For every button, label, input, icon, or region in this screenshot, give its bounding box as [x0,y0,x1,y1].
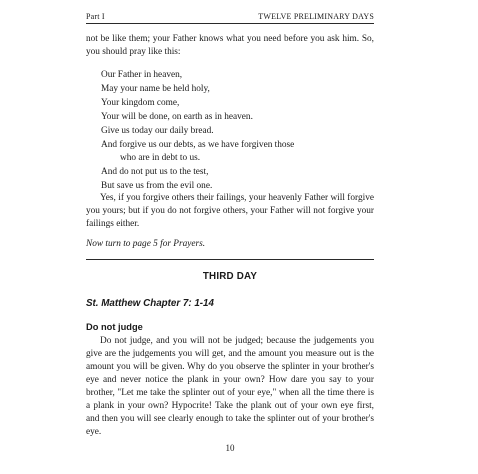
prayer-line: who are in debt to us. [120,153,201,164]
prayer-line: Give us today our daily bread. [101,125,214,136]
prayer-line: But save us from the evil one. [101,181,213,192]
day-title: THIRD DAY [202,271,258,282]
prayer-line: And forgive us our debts, as we have forgiven those [101,139,295,150]
turn-note: Now turn to page 5 for Prayers. [86,239,206,249]
running-header [86,12,374,21]
header-title: TWELVE PRELIMINARY DAYS [258,12,374,21]
chapter-reference: St. Matthew Chapter 7: 1-14 [86,298,214,309]
prayer-line: Your kingdom come, [101,97,180,108]
section-divider [86,259,374,260]
lords-prayer [101,69,371,194]
prayer-line: Your will be done, on earth as in heaven. [101,111,253,122]
page-number: 10 [225,443,235,453]
judge-paragraph: Do not judge, and you will not be judged; because the judgements you give are the judgements you will get, and the amount you measure out is the amount you will be given. Why do you observe the splinter in your brother's eye and never notice the plank in your own? How dare you say to your brother, "Let me take the splinter out of your eye," when all the time there is a plank in your own? Hypocrite! Take the plank out of your own eye first, and then you will see clearly enough to take the splinter out of your brother's eye. [86,336,374,437]
intro-paragraph: not be like them; your Father knows what you need before you ask him. So, you should pray like this: [86,34,374,57]
header-rule [86,23,374,24]
prayer-line: Our Father in heaven, [101,70,183,80]
prayer-line: And do not put us to the test, [101,167,209,178]
subheading: Do not judge [86,322,143,332]
header-part-label: Part I [86,12,105,21]
prayer-line: May your name be held holy, [101,83,210,94]
forgive-paragraph: Yes, if you forgive others their failings, your heavenly Father will forgive you yours; but if you do not forgive others, your Father will not forgive your failings either. [86,193,374,229]
